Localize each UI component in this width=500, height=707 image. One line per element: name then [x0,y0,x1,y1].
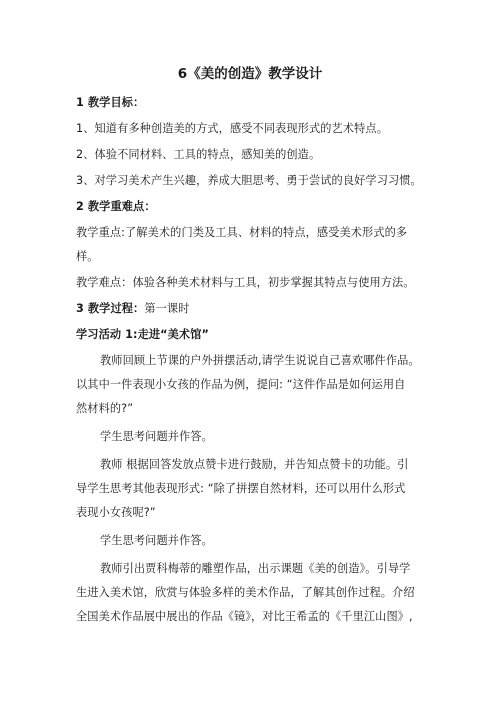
paragraph-2: 学生思考问题并作答。 [100,430,213,443]
objective-item-3: 3、对学习美术产生兴趣，养成大胆思考、勇于尝试的良好学习习惯。 [76,174,422,187]
paragraph-5-line-2: 生进入美术馆，欣赏与体验多样的美术作品，了解其创作过程。介绍 [76,586,415,599]
paragraph-3-line-1: 教师 根据回答发放点赞卡进行鼓励，并告知点赞卡的功能。引 [100,458,409,471]
paragraph-5-line-3: 全国美术作品展中展出的作品《镜》，对比王希孟的《千里江山图》, [76,610,413,623]
teaching-difficulty: 教学难点：体验各种美术材料与工具，初步掌握其特点与使用方法。 [76,276,415,289]
paragraph-1-line-3: 然材料的?” [76,402,134,415]
paragraph-3-line-2: 导学生思考其他表现形式: “除了拼摆自然材料，还可以用什么形式 [76,482,406,495]
section-heading-key-points: 2 教学重难点： [76,200,156,213]
paragraph-1-line-1: 教师回顾上节课的户外拼摆活动,请学生说说自己喜欢哪件作品。 [100,354,420,367]
teaching-focus-line-2: 样。 [76,250,99,263]
activity-title: 学习活动 1:走进“美术馆” [76,328,209,341]
objective-item-2: 2、体验不同材料、工具的特点，感知美的创造。 [76,148,321,161]
document-title: 6《美的创造》教学设计 [177,66,323,82]
paragraph-5-line-1: 教师引出贾科梅蒂的雕塑作品，出示课题《美的创造》。引导学 [100,562,411,575]
teaching-focus-line-1: 教学重点:了解美术的门类及工具、材料的特点，感受美术形式的多 [76,226,408,239]
section-heading-objectives: 1 教学目标： [76,96,145,109]
process-heading-suffix: 第一课时 [144,302,190,315]
paragraph-4: 学生思考问题并作答。 [100,534,213,547]
paragraph-3-line-3: 表现小女孩呢?” [76,506,156,519]
process-heading-label: 3 教学过程： [76,302,145,315]
paragraph-1-line-2: 以其中一件表现小女孩的作品为例，提问: “这件作品是如何运用自 [76,378,406,391]
objective-item-1: 1、知道有多种创造美的方式，感受不同表现形式的艺术特点。 [76,122,388,135]
section-heading-process [76,301,436,317]
